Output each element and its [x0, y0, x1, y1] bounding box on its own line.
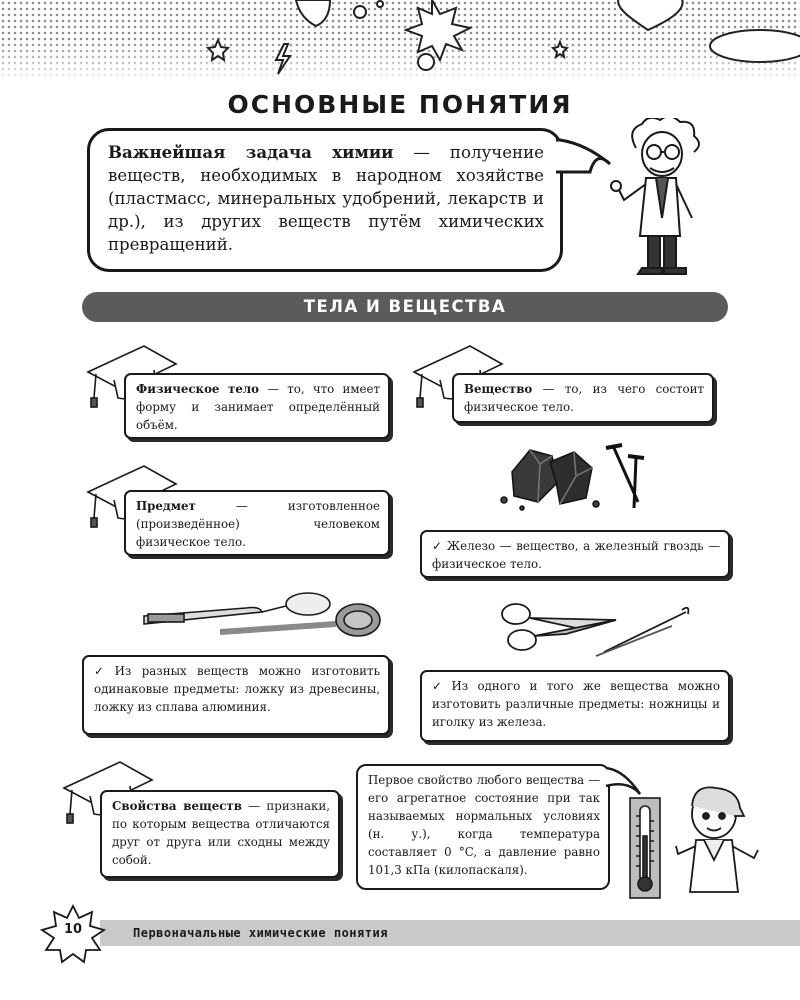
definition-properties	[100, 790, 340, 878]
term-physical-body: Физическое тело	[136, 382, 260, 396]
header-doodles	[0, 0, 800, 90]
lightning-icon	[276, 44, 290, 74]
definition-substance	[452, 373, 714, 423]
example-iron-nail	[420, 530, 730, 578]
callout-aggregate-state	[356, 764, 610, 890]
bubble-icon	[418, 54, 434, 70]
coal-and-nails-illustration	[490, 442, 660, 516]
definition-physical-body	[124, 373, 390, 439]
speech-drop-icon	[296, 0, 330, 26]
example-text: Железо — вещество, а железный гвоздь — физическое тело.	[432, 539, 720, 571]
definition-text: — то, что имеет форму и занимает определённый объём.	[136, 382, 380, 432]
example-text: Из одного и того же вещества можно изготовить различные предметы: ножницы и иголку из железа.	[432, 679, 720, 729]
example-spoons	[82, 655, 390, 735]
scissors-and-needle-illustration	[496, 600, 696, 660]
checkmark-icon: ✓	[432, 539, 443, 553]
page-number: 10	[63, 922, 83, 937]
heart-icon	[618, 0, 683, 30]
section-header-bodies-and-substances: ТЕЛА И ВЕЩЕСТВА	[82, 292, 728, 322]
callout-text: Первое свойство любого вещества — его агрегатное состояние при так называемых нормальных условиях (н. у.), когда температура составляет 0 °C, а давление равно 101,3 кПа (килопаскаля).	[368, 773, 600, 877]
example-text: Из разных веществ можно изготовить одинаковые предметы: ложку из древесины, ложку из сплава алюминия.	[94, 664, 380, 714]
term-substance: Вещество	[464, 382, 533, 396]
thermometer-icon	[628, 796, 662, 902]
intro-term: Важнейшая задача химии	[108, 142, 394, 162]
definition-text: — признаки, по которым вещества отличаются друг от друга или сходны между собой.	[112, 799, 330, 867]
intro-callout	[87, 128, 563, 272]
example-scissors-needle	[420, 670, 730, 742]
term-properties: Свойства веществ	[112, 799, 242, 813]
spoons-illustration	[136, 590, 382, 646]
burst-icon	[406, 0, 470, 60]
star-icon	[208, 40, 228, 60]
term-object: Предмет	[136, 499, 196, 513]
cloud-icon	[710, 30, 800, 62]
checkmark-icon: ✓	[432, 679, 448, 693]
intro-text: — получение веществ, необходимых в народном хозяйстве (пластмасс, минеральных удобрений, лекарств и др.), из других веществ путём химических превращений.	[108, 143, 544, 254]
bubble-icon	[377, 1, 383, 7]
checkmark-icon: ✓	[94, 664, 111, 678]
definition-text: — изготовленное (произведённое) человеком физическое тело.	[136, 499, 380, 549]
star-icon	[553, 42, 567, 57]
bubble-icon	[354, 6, 366, 18]
definition-object	[124, 490, 390, 556]
kid-illustration	[674, 780, 762, 902]
definition-text: — то, из чего состоит физическое тело.	[464, 382, 704, 414]
professor-illustration	[606, 118, 728, 280]
chapter-title: Первоначальные химические понятия	[133, 926, 388, 940]
page-title: ОСНОВНЫЕ ПОНЯТИЯ	[227, 90, 573, 119]
